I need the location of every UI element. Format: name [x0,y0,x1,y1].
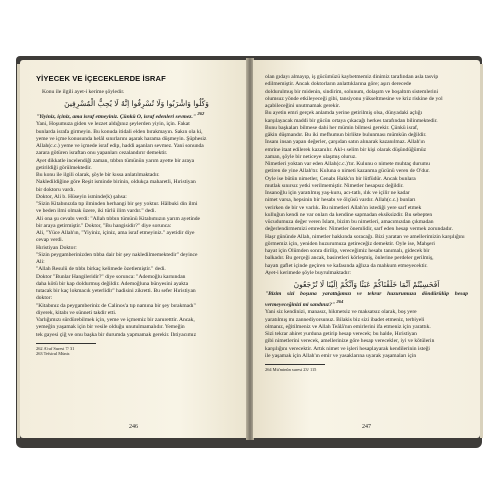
footnote: 264 Mü'minûn suresi 23/ 115 [265,367,317,373]
arabic-verse-2: اَفَحَسِبْتُمْ اَنَّمَا خَلَقْنَاكُمْ عَبَثًا وَاَنَّكُمْ اِلَيْنَا لَا تُرْجَعُونَ [293,280,440,289]
text-line: İnsanoğlu için yaratılmış yaş-kuru, acı-tatlı, ılık ve içilir ne kadar [265,190,410,196]
text-line: "Allah Resulü de tıbbı birkaç kelimede özetlemiştir." dedi. [36,266,166,273]
footnote-divider [36,343,96,344]
text-line: Ali, "Yüce Allah'ın, "Yiyiniz, içiniz, ama israf etmeyiniz." ayetidir diye [36,230,195,237]
right-body-text [265,74,468,277]
text-line: getiren de yine Allah'tır. Kuluna o nimeti kazanma gücünü veren de O'dur. [265,168,430,175]
verse-translation-1: "Yiyiniz, içiniz, ama israf etmeyiniz. Çünkü O, israf edenleri sevmez." $^{262}$ [36,111,205,121]
verse-translation-2: "Bizim sizi boşuna yarattığımızı ve tekrar huzurumuza döndürülüp hesap vermeyeceğinizi mi sandınız?" $^{264}$ [265,291,468,309]
text-line: doktor: [36,295,53,302]
text-line: açabileceğini unutmamak gerekir. [265,103,341,109]
text-line: Bu konu ile ilgili olarak, şöyle bir kıssa anlatılmaktadır. [36,172,160,179]
text-line: cevap verdi. [36,237,64,244]
arabic-verse-1: وَكُلُوا وَاشْرَبُوا وَلَا تُسْرِفُوا اِنَّهُ لَا يُحِبُّ الْمُسْرِفِينَ [64,99,209,109]
text-line: doldurulmuş bir midenin, sindirim, solunum, dolaşım ve boşaltım sistemlerini [265,88,439,95]
text-line: "Sizin peygamberinizden tıbba dair bir şey nakledilmemektedir" deyince [36,251,198,258]
left-footnotes [36,346,237,357]
text-line: diyerek, kitabı ve sünneti takdir etti. [36,309,117,316]
page-number-right: 247 [362,424,371,430]
text-line: zaman, şöyle bir neticeye ulaşmış oluruz. [265,153,357,160]
text-line: daha kötü bir kap doldurmuş değildir. Ademoğluna bünyesini ayakta [36,280,189,287]
text-line: tutacak bir kaç lokmacık yeterlidir" hadisini zikretti. Bu sefer Hıristiyan [36,288,196,295]
text-line: Doktor, Ali b. Hüseyin isminde(k) şahsa: [36,193,127,200]
text-line: yemeğin yaşamak için bir vesile olduğu unutulmamalıdır. Yemeğin [36,324,185,331]
text-line: verirken de bir ve varlık. Bu nimetleri Allah'ın istediği yere sarf etmek [265,204,422,211]
text-line: nimet varsa, hepsinin bir hesabı ve ölçüsü vardır. Allah(c.c.) bunları [265,197,416,204]
text-line: Bunu başkaları bilmese dahi her mümin bilmesi gerekir. Çünkü israf, [265,124,419,131]
text-line: mutlak sınırsız yetki verilmemiştir. Nimetler hesapsız değildir. [265,182,404,189]
text-line: kulluğun kendi ne var onları da kendine sapmadan eksiksizdir. Bu sebepten [265,211,433,218]
text-line: Doktor "Bunlar Hangileridir?" diye sorunca: "Ademoğlu karnından [36,273,186,280]
text-line: görmemiz için, yeniden huzurumuza getireceğiz demektir. Öyle ise, Mahşeri [265,240,435,247]
text-line: tek gayesi çiğ ve onu başka bir durumda yapmamak gerekir. İhtiyacımız [36,331,197,338]
text-line: İnsanı insan yapan değerler, çarşıdan satın alınarak kazanılmaz. Allah'ın [265,139,425,146]
text-line: hayatı gaflet içinde geçiren ve kafasında ağlıza da mahkum etmeyecektir. [265,262,428,269]
left-page [20,60,247,438]
section-heading: YİYECEK VE İÇECEKLERDE İSRAF [36,74,166,83]
text-line: gâkin düşmandır. Bu iki mefhumun birlikte bulunması mümkün değildir. [265,132,427,138]
footnote: 262 A'raf Suresi 7/ 31 [36,345,75,351]
text-line: Nimetleri yoktan var eden Allah(c.c.)'tır. Kulunu o nimete muhtaç durumu [265,161,430,167]
text-line: gibi nimetlerini verecek, amellerinize göre hesap verecekler, iyi ve kötülerin [265,338,435,345]
text-line: "Sizin Kitabınızda tıp ilminden herhangi bir şey yoktur. Hâlbuki din ilmi [36,201,198,208]
text-line: Ayet dikkatle incelendiği zaman, tıbbın tümünün yarım ayette bir araya [36,157,195,164]
text-line: Allah(c.c.) yeme ve içmede israf edip, haddi aşanları sevmez. Yani sonunda [36,143,204,150]
text-line: ile yaşamak için Allah'ın emir ve yasaklarına uyarak yaşamaları için [265,352,417,359]
text-line: yaratılmış mı zannediyorsunuz. Bilakis biz sizi ibadet etmeniz, terbiyeli [265,316,425,323]
right-page [253,60,480,438]
text-line: Varlığımızı sürdürebilmek için, yeme ve içmemiz bir zaruretttir. Ancak, [36,317,195,324]
text-line: hayat için Ölümden sonra dirilip, vereceğimiz hesabı tanımalı, gidecek bir [265,248,430,254]
text-line: karşılığını verecektir. Artık nimet ve işleri hesaplayarak kendilerinin isteği [265,345,430,352]
intro-text: Konu ile ilgili ayet-i kerime şöyledir. [42,89,125,95]
text-line: vücudumuza değer veren İslam, bizim bu nimetleri, amacımızdan çıkmadan [265,219,434,225]
text-line: bunlarda israfa girmeyin. Bu konuda itidali elden bırakmayın. Sakın ola ki, [36,128,203,135]
text-line: "Kitabınız da peygamberiniz de Calinos'a tıp namına bir şey bırakmadı" [36,302,196,309]
text-line: Hıristiyan Doktor: [36,244,77,251]
text-line: karşılayacak maddi bir gücün ortaya çıkacağı herkes tarafından bilinmektedir. [265,117,438,124]
text-line: Yani siz kendinizi, manasız, hikmetsiz ve maksatsız olarak, boş yere [265,309,417,316]
text-line: Ali ona şu cevabı verdi: "Allah tıbbın tümünü Kitabımızın yarım ayetinde [36,215,201,222]
text-line: Öyle ise bütün nimetler, Cenabı Hakk'ın bir lütfüdür. Ancak bunlara [265,175,416,182]
footnote-ref: 262 [197,111,205,117]
text-line: Bu ayetin emri gerçek anlamda yerine getirilmiş olsa, dünyadaki açlığı [265,110,423,117]
footnote: 263 Tefsirul Münir. [36,351,71,357]
text-line: emrine itaat edilerek kazanılır. Akl-ı selim bir kişi olarak düşündüğümüz [265,146,427,153]
text-line: yeme ve içme konusunda helâl sınırlarını aşarak harama düşmeyin. Şüphesiz [36,135,207,142]
text-line: olan gıdayı almayıp, iş gücümüzü kaybetmemiz dinimiz tarafından asla tasvip [265,74,439,80]
text-line: Ali: [36,259,45,266]
footnote-ref: 264 [336,299,344,305]
page-edge-right [480,64,483,438]
right-body-text-2 [265,309,468,360]
left-body-text [36,121,237,339]
text-line: Ayet-i kerimede şöyle buyrulmaktadır: [265,269,351,276]
page-number-left: 246 [129,424,138,430]
text-line: ve beden ilmi olmak üzere, iki türlü ilim vardır." dedi. [36,208,156,215]
text-line: balkadır. Bu gerçeği ancak, basiretleri körleşmiş, önlerine perdeler gerilmiş, [265,255,434,262]
text-line: edilmemiştir. Ancak doktorların anlattıklarına göre; aşırı derecede [265,81,412,88]
text-line: Yani, Hoşumuza giden ve lezzet aldığınız şeylerden yiyin, için. Fakat [36,121,190,128]
text-line: değerlendirmemizi emreder. Nimetler önemlidir, sarf eden hesap vermek zorundadır. [265,226,453,233]
text-line: Nakledildiğine göre Reşit isminde birinin, oldukça maharetli, Hıristiyan [36,179,196,186]
text-line: Sizi tekrar ahiret yurduna getirip hesap verecek; bu halde, Hıristiyan [265,331,417,338]
footnote-divider [265,364,325,365]
text-line: olmanız, eğitilmeniz ve Allah Teâlâ'nın emirlerini ifa etmeniz için yarattık. [265,323,431,330]
text-line: Haşr gününde Allah, nimetler hakkında soracağı. Bizi yaratan ve amellerimizin karşılığını [265,233,465,240]
text-line: bir araya getirmiştir." Doktor, "Bu hangisidir?" diye sorunca: [36,222,172,229]
text-line: olumsuz yönde etkileyeceği gibi, tansiyonu yükseltmesine ve kriz riskine de yol [265,95,443,102]
right-footnotes [265,367,468,373]
text-line: zarara götüren israftan onu yapanları cezalandırır demektir. [36,150,168,157]
text-line: bir doktoru vardı. [36,186,75,193]
text-line: getirildiği görülmektedir. [36,164,92,171]
